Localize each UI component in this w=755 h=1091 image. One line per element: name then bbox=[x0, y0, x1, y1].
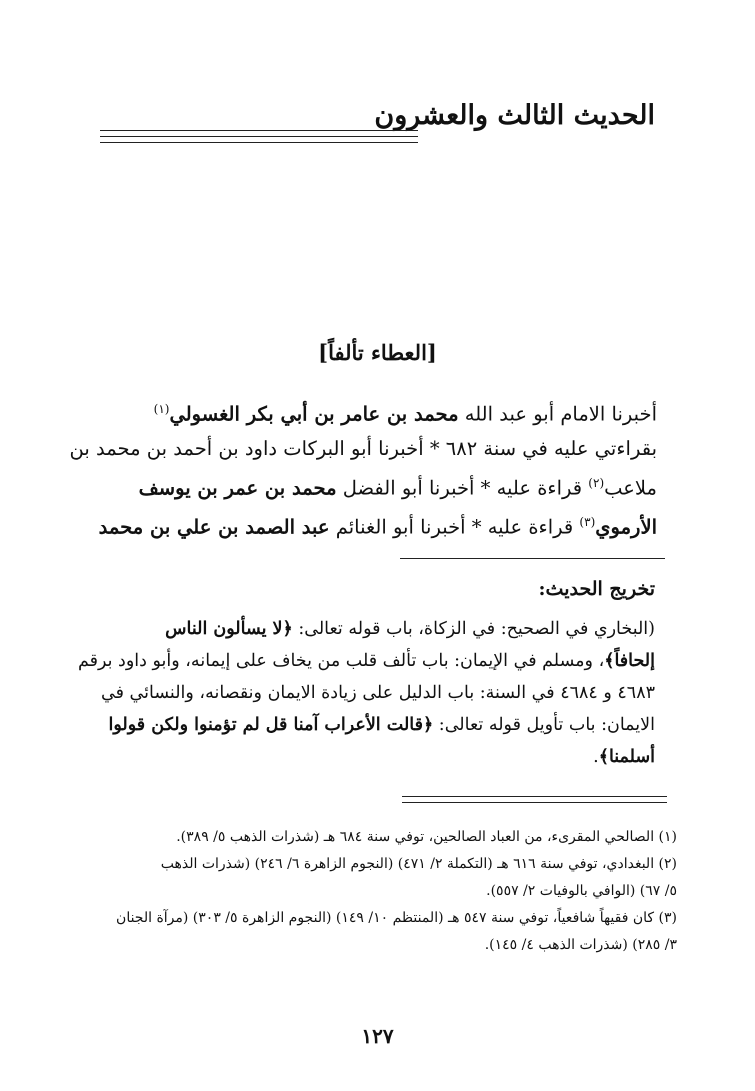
footnote-separator-2 bbox=[402, 802, 667, 803]
takhrij-line-4: الايمان: باب تأويل قوله تعالى: ﴿قالت الأعراب آمنا قل لم تؤمنوا ولكن قولوا bbox=[108, 715, 655, 735]
footnote-ref-2[interactable]: (٢) bbox=[588, 475, 605, 490]
takhrij-line-2: إلحافاً﴾، ومسلم في الإيمان: باب تألف قلب من يخاف على إيمانه، وأبو داود برقم bbox=[77, 651, 655, 671]
footnote-3-line-2: ٣/ ٢٨٥) (شذرات الذهب ٤/ ١٤٥). bbox=[484, 937, 677, 953]
takhrij-line-5: أسلمنا﴾. bbox=[593, 747, 655, 767]
footnote-1: (١) الصالحي المقرىء، من العباد الصالحين، توفي سنة ٦٨٤ هـ (شذرات الذهب ٥/ ٣٨٩). bbox=[176, 829, 677, 845]
section-subtitle: [العطاء تألفاً] bbox=[318, 340, 437, 365]
isnad-line-1: أخبرنا الامام أبو عبد الله محمد بن عامر بن أبي بكر الغسولي$^{(١)}$ bbox=[153, 402, 657, 426]
footnotes bbox=[77, 824, 677, 959]
footnote-ref-1[interactable]: (١) bbox=[153, 402, 170, 416]
title-rule-2 bbox=[100, 136, 418, 137]
isnad-paragraph bbox=[69, 392, 657, 545]
footnote-3-line-1: (٣) كان فقيهاً شافعياً، توفي سنة ٥٤٧ هـ (المنتظم ١٠/ ١٤٩) (النجوم الزاهرة ٥/ ٣٠٣) (مرآة الجنان bbox=[116, 910, 677, 926]
title-rule-1 bbox=[100, 130, 418, 131]
isnad-line-2: بقراءتي عليه في سنة ٦٨٢ * أخبرنا أبو البركات داود بن أحمد بن محمد بن bbox=[69, 436, 657, 460]
takhrij-line-1: (البخاري في الصحيح: في الزكاة، باب قوله تعالى: ﴿لا يسألون الناس bbox=[165, 619, 655, 639]
chapter-title: الحديث الثالث والعشرون bbox=[374, 100, 655, 131]
isnad-line-4: الأرموي$^{(٣)}$ قراءة عليه * أخبرنا أبو الغنائم عبد الصمد بن علي بن محمد bbox=[98, 515, 657, 539]
footnote-separator-1 bbox=[402, 796, 667, 797]
isnad-line-3: ملاعب$^{(٢)}$ قراءة عليه * أخبرنا أبو الفضل محمد بن عمر بن يوسف bbox=[138, 475, 657, 499]
footnote-ref-3[interactable]: (٣) bbox=[579, 515, 596, 529]
takhrij-heading: تخريج الحديث: bbox=[538, 578, 655, 600]
takhrij-paragraph bbox=[77, 613, 655, 773]
isnad-separator bbox=[400, 558, 665, 559]
page-number: ١٢٧ bbox=[361, 1024, 394, 1048]
takhrij-line-3: ٤٦٨٣ و ٤٦٨٤ في السنة: باب الدليل على زيادة الايمان ونقصانه، والنسائي في bbox=[101, 683, 655, 703]
title-rule-3 bbox=[100, 142, 418, 143]
footnote-2-line-1: (٢) البغدادي، توفي سنة ٦١٦ هـ (التكملة ٢/ ٤٧١) (النجوم الزاهرة ٦/ ٢٤٦) (شذرات الذهب bbox=[160, 856, 677, 872]
footnote-2-line-2: ٥/ ٦٧) (الوافي بالوفيات ٢/ ٥٥٧). bbox=[486, 883, 677, 899]
